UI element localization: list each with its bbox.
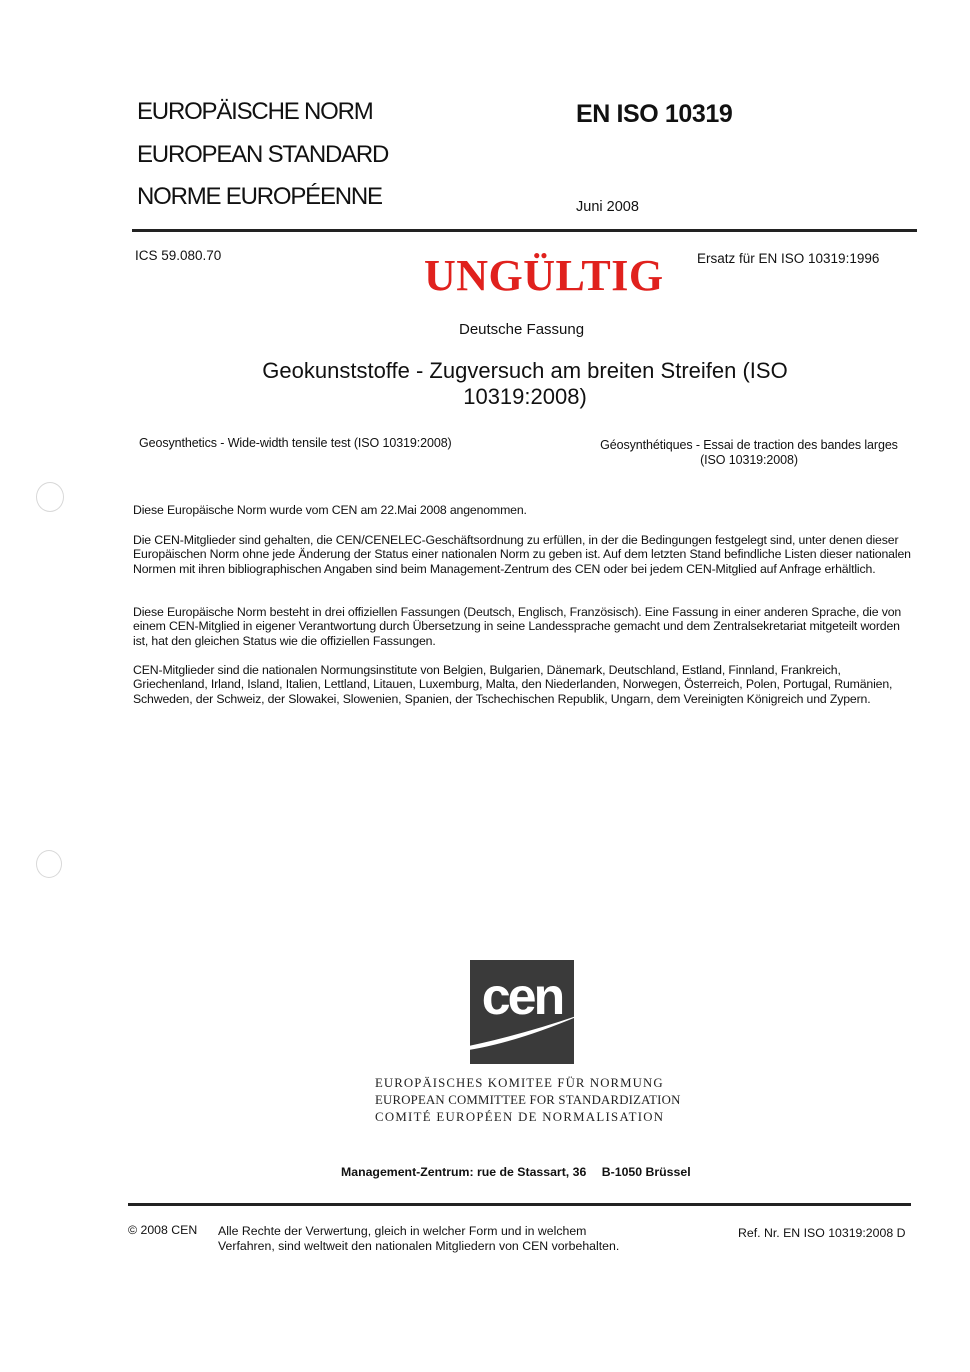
replaces-note: Ersatz für EN ISO 10319:1996 — [697, 251, 880, 266]
document-title: Geokunststoffe - Zugversuch am breiten Streifen (ISO 10319:2008) — [262, 358, 788, 409]
norm-title-fr: NORME EUROPÉENNE — [137, 183, 382, 210]
committee-fr: COMITÉ EUROPÉEN DE NORMALISATION — [375, 1110, 665, 1124]
cen-logo-mark — [470, 960, 574, 1064]
title-french — [590, 438, 908, 467]
footer-divider — [128, 1203, 911, 1206]
norm-title-en: EUROPEAN STANDARD — [137, 141, 389, 168]
publication-date: Juni 2008 — [576, 199, 639, 215]
version-label: Deutsche Fassung — [459, 321, 585, 338]
paragraph-versions: Diese Europäische Norm besteht in drei offiziellen Fassungen (Deutsch, Englisch, Französisch). Eine Fassung in einer anderen Sprache, die von einem CEN-Mitglied in eigener Verantwortung durch Übersetzung in seine Landessprache gemacht und dem Zentralsekretariat mitgeteilt worden ist, hat den gleichen Status wie die offiziellen Fassungen. — [133, 605, 902, 648]
scan-mark — [36, 850, 62, 878]
rights-notice: Alle Rechte der Verwertung, gleich in welcher Form und in welchem Verfahren, sind weltweit den nationalen Mitgliedern von CEN vorbehalten. — [218, 1224, 620, 1253]
norm-title-de: EUROPÄISCHE NORM — [137, 98, 373, 125]
management-address: Management-Zentrum: rue de Stassart, 36 — [341, 1165, 587, 1179]
ics-code: ICS 59.080.70 — [135, 248, 222, 263]
title-english: Geosynthetics - Wide-width tensile test (ISO 10319:2008) — [139, 436, 452, 450]
reference-number: Ref. Nr. EN ISO 10319:2008 D — [738, 1226, 906, 1240]
cen-logo — [470, 960, 574, 1064]
header-divider — [132, 229, 917, 232]
standard-number: EN ISO 10319 — [576, 100, 733, 128]
cen-logo-text: cen — [481, 968, 563, 1026]
committee-en: EUROPEAN COMMITTEE FOR STANDARDIZATION — [375, 1093, 681, 1107]
title-french-line1: Géosynthétiques - Essai de traction des bandes larges — [600, 438, 898, 452]
copyright: © 2008 CEN — [128, 1223, 198, 1237]
scan-mark — [36, 482, 64, 512]
paragraph-members-duty: Die CEN-Mitglieder sind gehalten, die CEN/CENELEC-Geschäftsordnung zu erfüllen, in der die Bedingungen festgelegt sind, unter denen dieser Europäischen Norm ohne jede Änderung der Status einer nationalen Norm zu geben ist. Auf dem letzten Stand befindliche Listen dieser nationalen Normen mit ihren bibliographischen Angaben sind beim Management-Zentrum des CEN oder bei jedem CEN-Mitglied auf Anfrage erhältlich. — [133, 533, 911, 576]
management-city: B-1050 Brüssel — [601, 1165, 691, 1179]
paragraph-adoption: Diese Europäische Norm wurde vom CEN am 22.Mai 2008 angenommen. — [133, 503, 527, 517]
paragraph-member-list: CEN-Mitglieder sind die nationalen Normungsinstitute von Belgien, Bulgarien, Dänemark, Deutschland, Estland, Finnland, Frankreich, Griechenland, Irland, Island, Italien, Lettland, Litauen, Luxemburg, Malta, den Niederlanden, Norwegen, Österreich, Polen, Portugal, Rumänien, Schweden, der Schweiz, der Slowakei, Slowenien, Spanien, der Tschechischen Republik, Ungarn, dem Vereinigten Königreich und Zypern. — [133, 663, 893, 706]
committee-de: EUROPÄISCHES KOMITEE FÜR NORMUNG — [375, 1076, 664, 1090]
management-center — [341, 1165, 691, 1179]
title-french-line2: (ISO 10319:2008) — [700, 452, 798, 467]
committee-names — [375, 1075, 681, 1126]
invalid-stamp: UNGÜLTIG — [424, 251, 664, 300]
